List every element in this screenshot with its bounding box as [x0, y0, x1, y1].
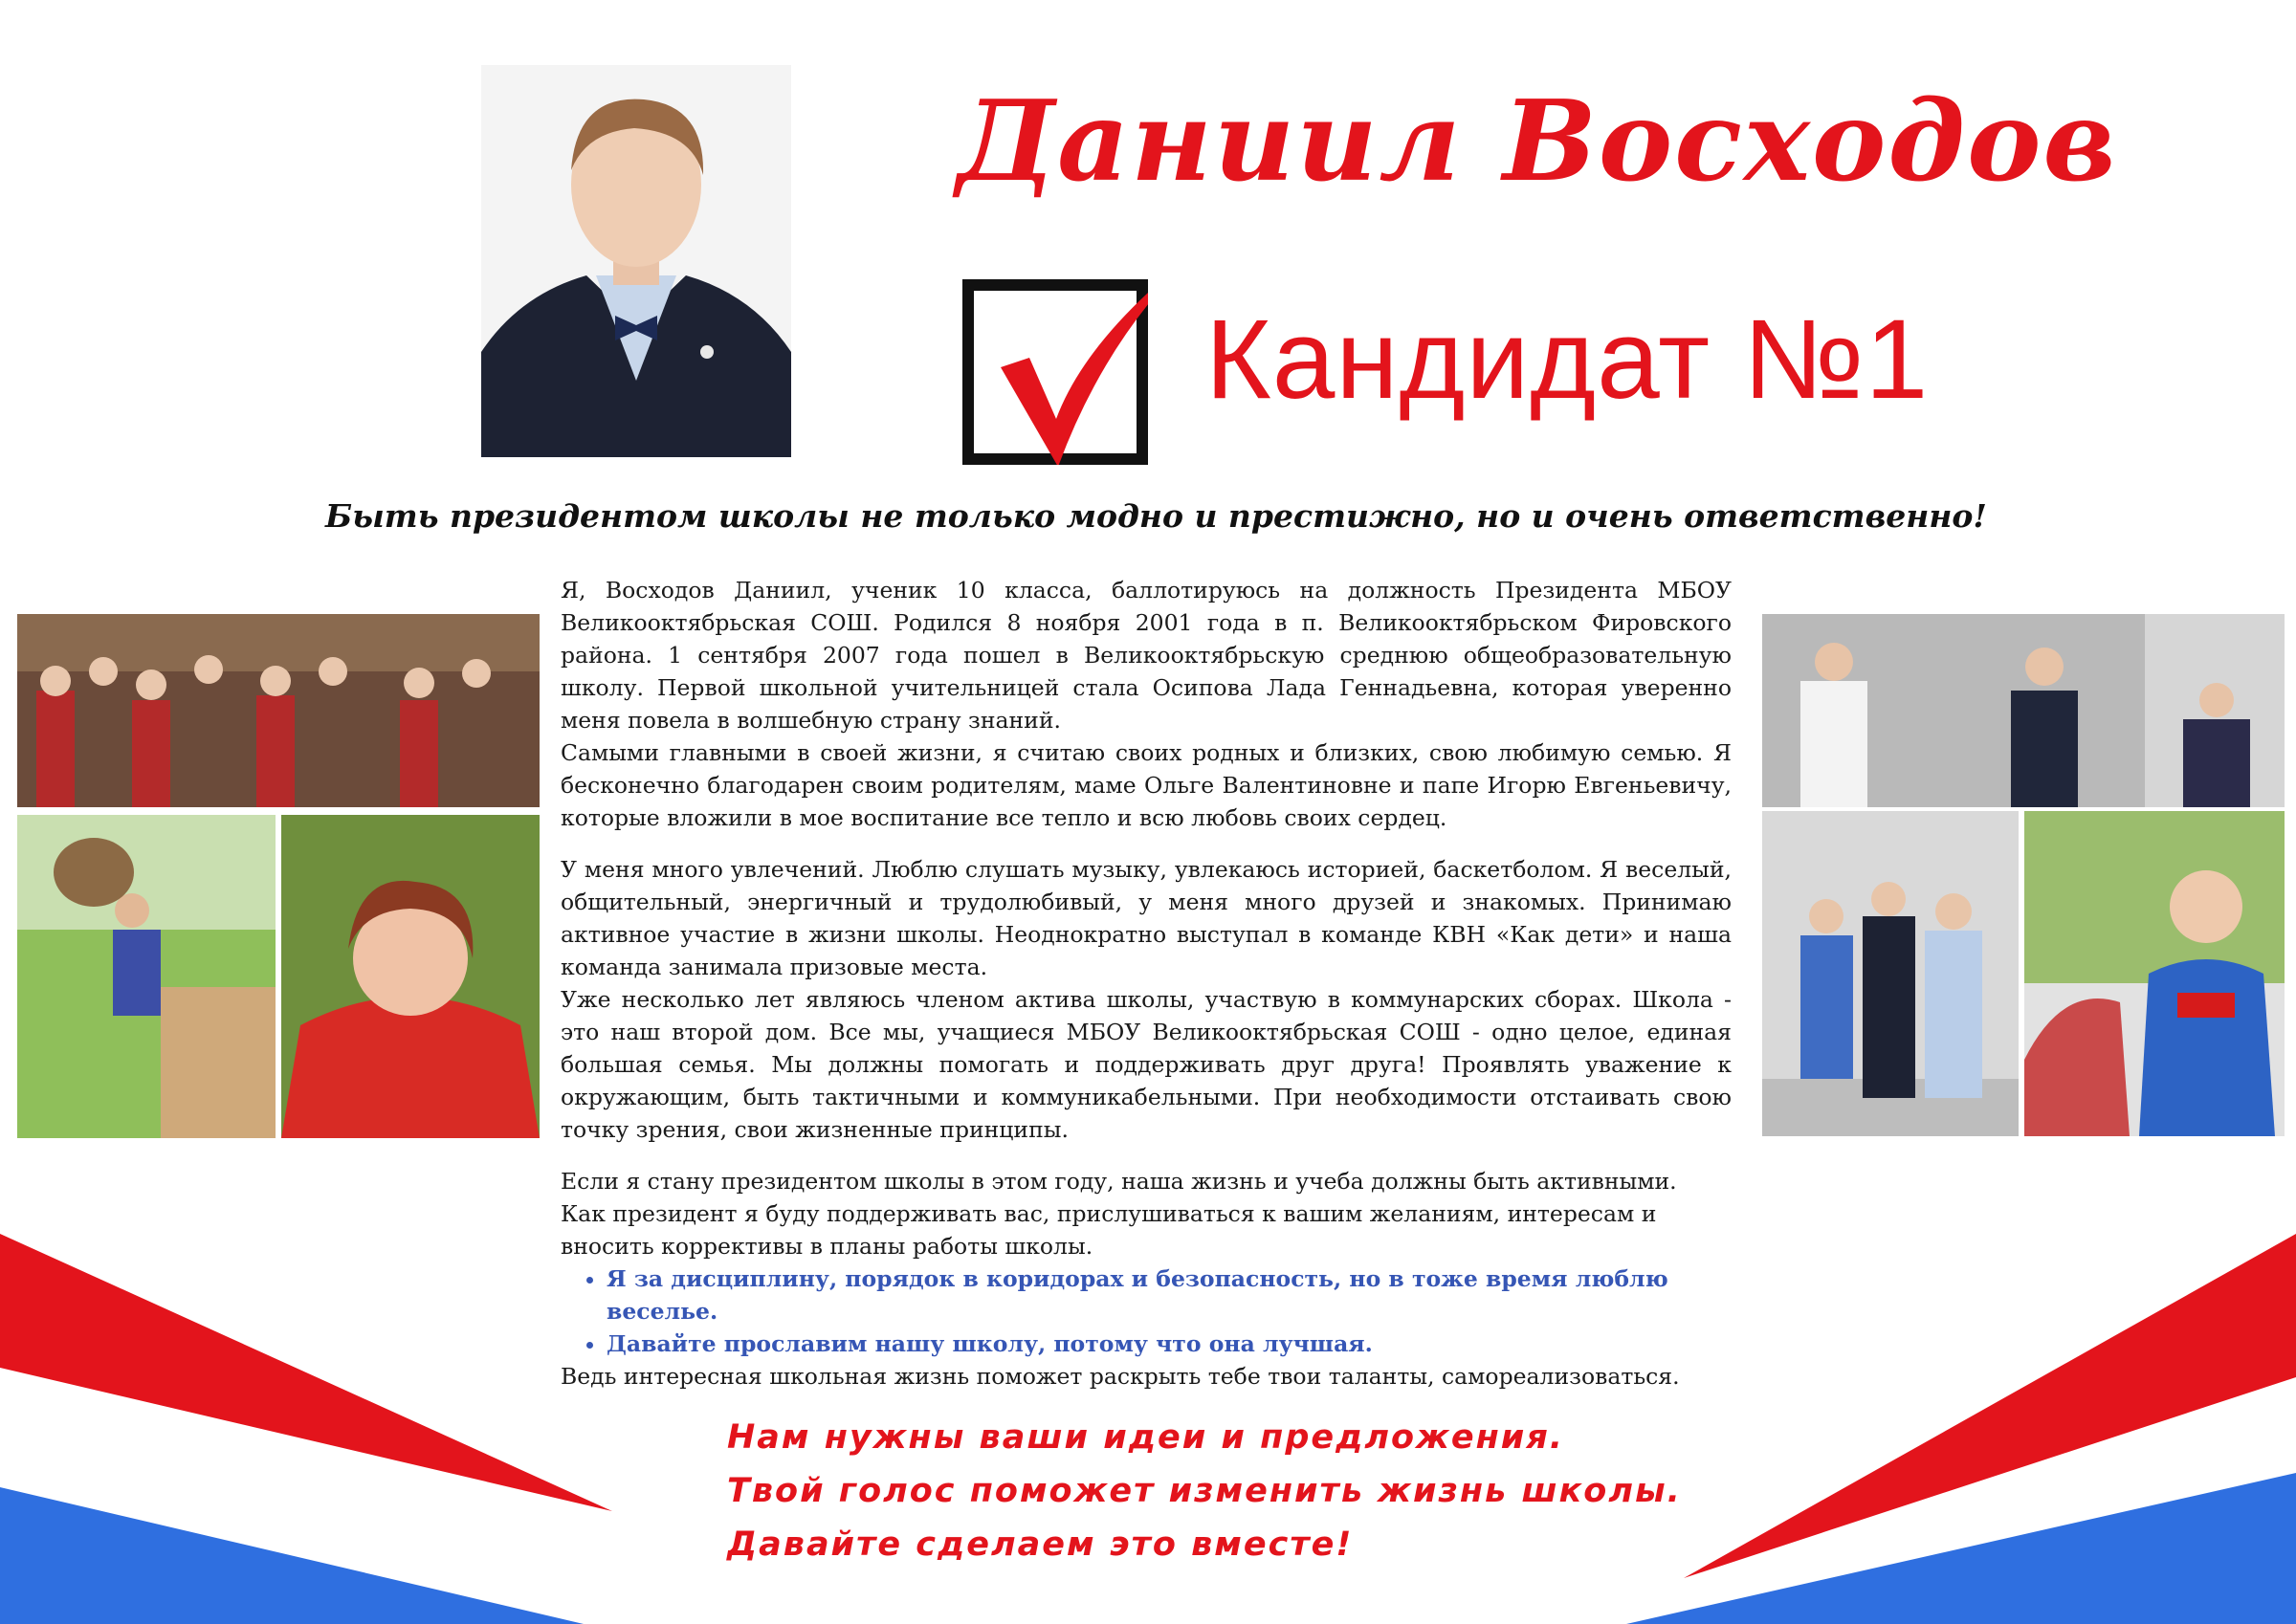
- promise-item: • Давайте прославим нашу школу, потому что она лучшая.: [607, 1328, 1732, 1360]
- campaign-motto: Быть президентом школы не только модно и престижно, но и очень ответственно!: [325, 497, 1987, 535]
- candidate-statement: [561, 574, 1732, 1393]
- left-blue-stripe: [0, 1487, 584, 1624]
- candidate-portrait: [481, 65, 791, 457]
- promise-item: • Я за дисциплину, порядок в коридорах и безопасность, но в тоже время люблю веселье.: [607, 1262, 1732, 1328]
- statement-paragraph: Самыми главными в своей жизни, я считаю своих родных и близких, свою любимую семью. Я бесконечно благодарен своим родителям, маме Ольге Валентиновне и папе Игорю Евгеньевичу, которые вложили в мое воспитание все тепло и всю любовь своих сердец.: [561, 739, 1732, 831]
- group-photo: [17, 614, 540, 807]
- stage-speech-photo: [1762, 614, 2285, 807]
- statement-paragraph: У меня много увлечений. Люблю слушать музыку, увлекаюсь историей, баскетболом. Я веселый, общительный, энергичный и трудолюбивый, у меня много друзей и знакомых. Принимаю активное участие в жизни школы. Неоднократно выступал в команде КВН «Как дети» и наша команда занимала призовые места.: [561, 856, 1732, 980]
- teens-photo: [2024, 811, 2285, 1136]
- family-photo: [1762, 811, 2019, 1136]
- statement-paragraph: Ведь интересная школьная жизнь поможет раскрыть тебе твои таланты, самореализоваться.: [561, 1363, 1680, 1390]
- checkmark-box-icon: [962, 279, 1148, 465]
- teacher-photo: [281, 815, 540, 1138]
- candidate-number: Кандидат №1: [1205, 296, 1930, 423]
- statement-paragraph: Как президент я буду поддерживать вас, прислушиваться к вашим желаниям, интересам и вносить коррективы в планы работы школы.: [561, 1200, 1657, 1260]
- promise-list: [561, 1262, 1732, 1360]
- closing-slogans: [727, 1411, 1779, 1571]
- girl-with-basket-photo: [17, 815, 276, 1138]
- slogan-line: Давайте сделаем это вместе!: [727, 1525, 1354, 1564]
- statement-paragraph: Я, Восходов Даниил, ученик 10 класса, баллотируюсь на должность Президента МБОУ Великооктябрьская СОШ. Родился 8 ноября 2001 года в п. Великооктябрьском Фировского района. 1 сентября 2007 года пошел в Великооктябрьскую среднюю общеобразовательную школу. Первой школьной учительницей стала Осипова Лада Геннадьевна, которая уверенно меня повела в волшебную страну знаний.: [561, 577, 1732, 734]
- statement-paragraph: Если я стану президентом школы в этом году, наша жизнь и учеба должны быть активными.: [561, 1168, 1677, 1195]
- slogan-line: Нам нужны ваши идеи и предложения.: [727, 1418, 1565, 1457]
- statement-paragraph: Уже несколько лет являюсь членом актива школы, участвую в коммунарских сборах. Школа - это наш второй дом. Все мы, учащиеся МБОУ Великооктябрьская СОШ - одно целое, единая большая семья. Мы должны помогать и поддерживать друг друга! Проявлять уважение к окружающим, быть тактичными и коммуникабельными. При необходимости отстаивать свою точку зрения, свои жизненные принципы.: [561, 986, 1732, 1143]
- candidate-name: Даниил Восходов: [957, 77, 2118, 207]
- left-red-stripe: [0, 1234, 612, 1511]
- slogan-line: Твой голос поможет изменить жизнь школы.: [727, 1472, 1682, 1510]
